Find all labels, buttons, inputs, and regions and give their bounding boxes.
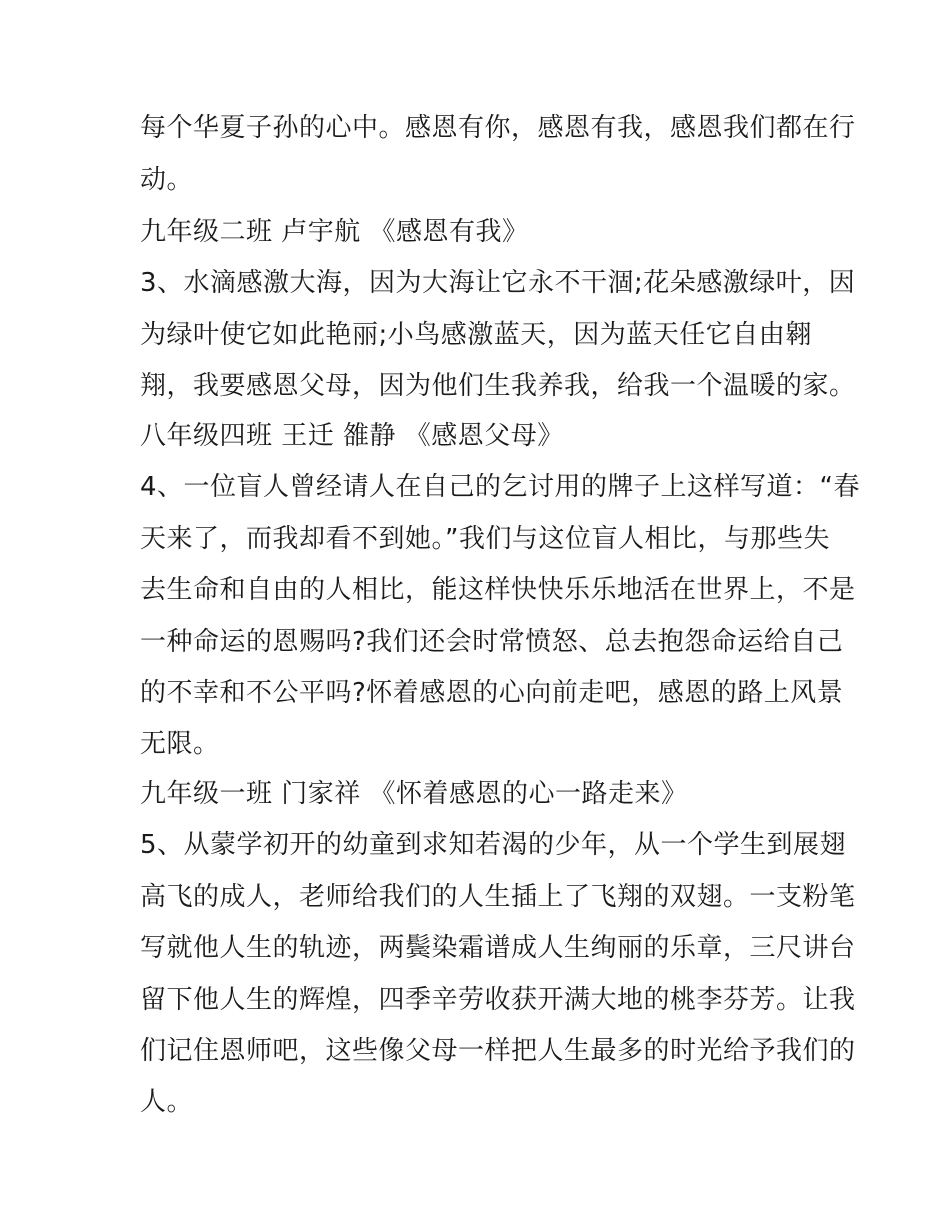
text-line: 天来了，而我却看不到她。”我们与这位盲人相比，与那些失 [140, 524, 830, 554]
author-line: 八年级四班 王迁 雒静 《感恩父母》 [140, 421, 564, 451]
text-line: 高飞的成人，老师给我们的人生插上了飞翔的双翅。一支粉笔 [140, 882, 856, 912]
text-line: 留下他人生的辉煌，四季辛劳收获开满大地的桃李芬芳。让我 [140, 985, 856, 1015]
author-line: 九年级二班 卢宇航 《感恩有我》 [140, 217, 529, 247]
text-line: 为绿叶使它如此艳丽;小鸟感激蓝天，因为蓝天任它自由翱 [140, 320, 812, 350]
text-line: 无限。 [140, 729, 220, 759]
text-line: 去生命和自由的人相比，能这样快快乐乐地活在世界上，不是 [140, 575, 856, 605]
text-line: 动。 [140, 165, 194, 195]
text-line: 的不幸和不公平吗?怀着感恩的心向前走吧，感恩的路上风景 [140, 678, 844, 708]
text-line: 3、水滴感激大海，因为大海让它永不干涸;花朵感激绿叶，因 [140, 268, 856, 298]
text-line: 翔，我要感恩父母，因为他们生我养我，给我一个温暖的家。 [140, 371, 856, 401]
author-line: 九年级一班 门家祥 《怀着感恩的心一路走来》 [140, 779, 688, 809]
text-line: 写就他人生的轨迹，两鬓染霜谱成人生绚丽的乐章，三尺讲台 [140, 933, 856, 963]
text-line: 5、从蒙学初开的幼童到求知若渴的少年，从一个学生到展翅 [140, 830, 847, 860]
text-line: 每个华夏子孙的心中。感恩有你，感恩有我，感恩我们都在行 [140, 113, 856, 143]
text-line: 们记住恩师吧，这些像父母一样把人生最多的时光给予我们的 [140, 1036, 856, 1066]
text-line: 4、一位盲人曾经请人在自己的乞讨用的牌子上这样写道：“春 [140, 472, 861, 502]
text-line: 人。 [140, 1087, 194, 1117]
text-line: 一种命运的恩赐吗?我们还会时常愤怒、总去抱怨命运给自己 [140, 627, 844, 657]
